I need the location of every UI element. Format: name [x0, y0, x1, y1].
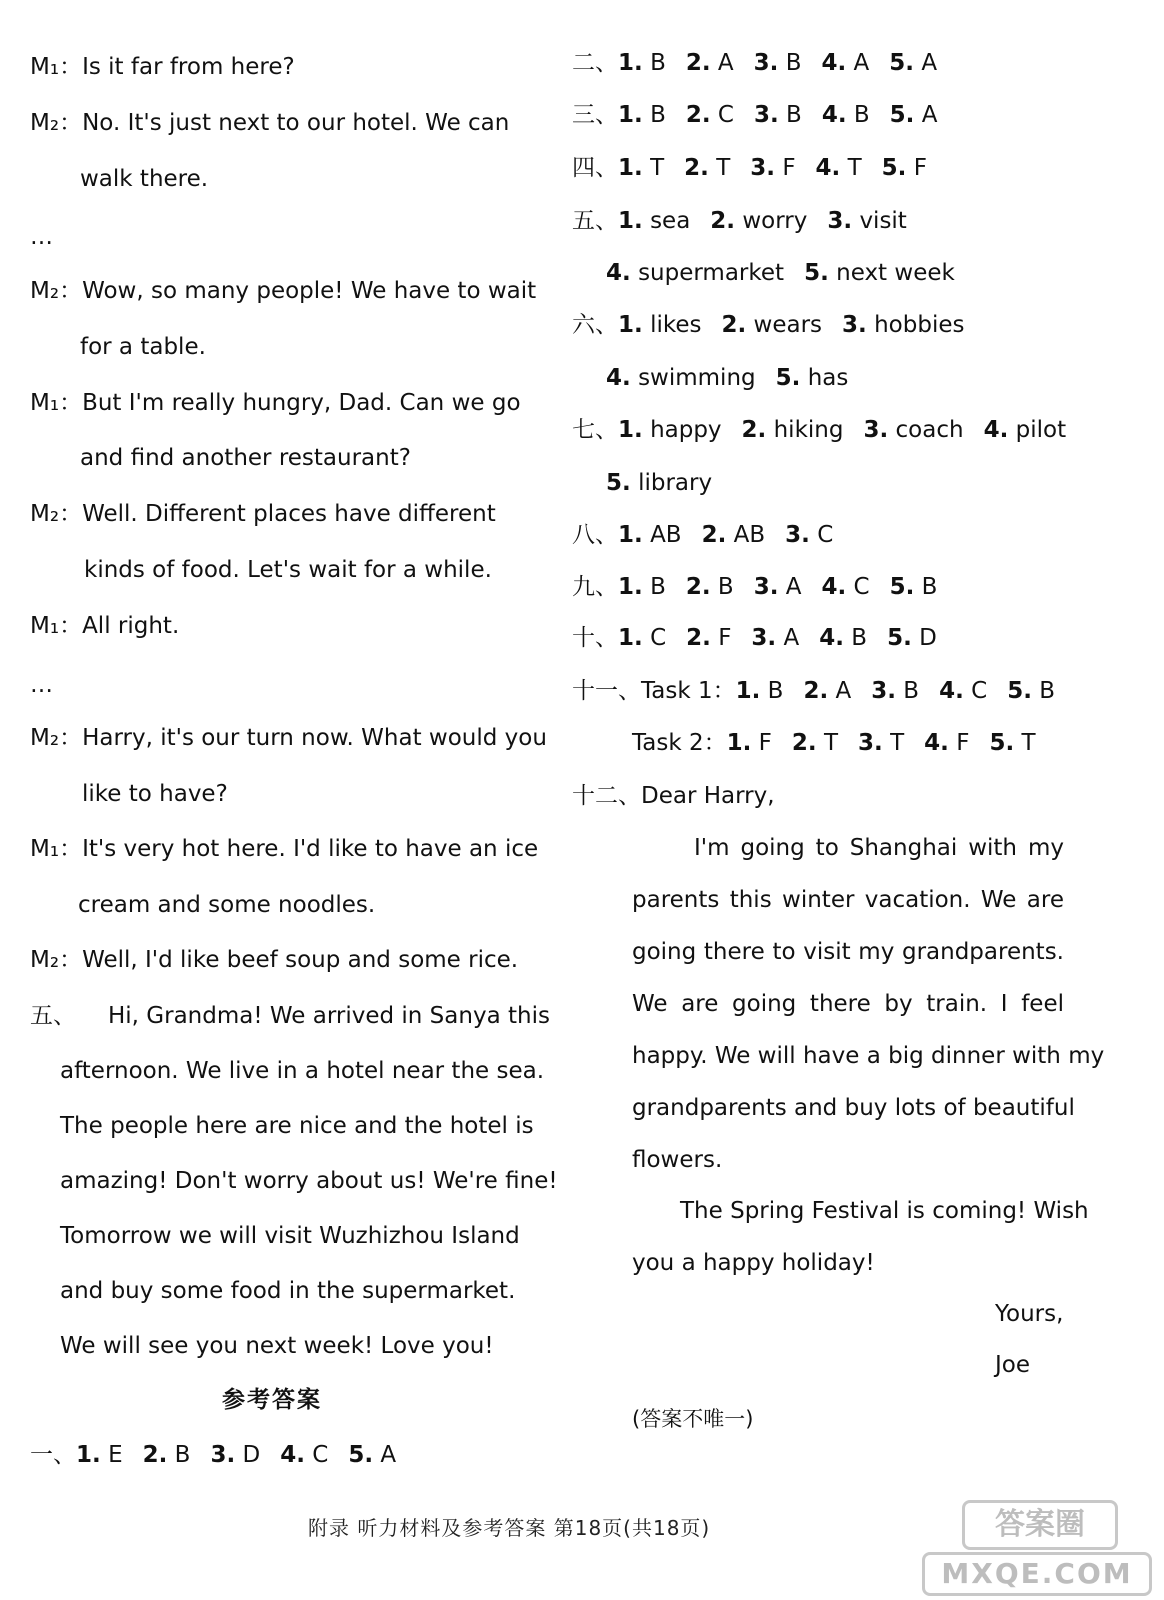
answer-row: 十、1. C 2. F 3. A 4. B 5. D: [572, 625, 937, 651]
answer-row: 5. library: [606, 470, 713, 496]
answer-row: 九、1. B 2. B 3. A 4. C 5. B: [572, 574, 938, 600]
answer-row: 六、1. likes 2. wears 3. hobbies: [572, 312, 965, 338]
letter-line: parents this winter vacation. We are: [632, 887, 1064, 913]
answer-row: 二、1. B 2. A 3. B 4. A 5. A: [572, 50, 938, 76]
answer-row-label: 七、: [572, 417, 618, 443]
dialogue-line: M₂：Well, I'd like beef soup and some rice.: [30, 947, 519, 973]
letter-line: happy. We will have a big dinner with my: [632, 1043, 1105, 1069]
watermark-logo: [922, 1500, 1152, 1595]
ellipsis: …: [30, 672, 53, 698]
answer-row-label: Task 2：: [632, 730, 727, 756]
passage-line: Tomorrow we will visit Wuzhizhou Island: [60, 1223, 520, 1249]
dialogue-line: M₂：No. It's just next to our hotel. We can: [30, 110, 510, 136]
speaker-label: M₁：: [30, 390, 83, 416]
speaker-label: M₁：: [30, 613, 83, 639]
answer-row: 一、1. E 2. B 3. D 4. C 5. A: [30, 1442, 397, 1468]
answer-row-label: 三、: [572, 102, 618, 128]
section-label: 五、: [30, 1003, 76, 1029]
watermark-bottom: MXQE.COM: [922, 1552, 1152, 1596]
letter-line: grandparents and buy lots of beautiful: [632, 1095, 1075, 1121]
speaker-label: M₂：: [30, 278, 83, 304]
answer-row: 四、1. T 2. T 3. F 4. T 5. F: [572, 155, 927, 181]
dialogue-line: M₂：Harry, it's our turn now. What would you: [30, 725, 547, 751]
dialogue-continuation: walk there.: [80, 166, 209, 192]
answer-row-label: 四、: [572, 155, 618, 181]
watermark-top: 答案圈: [962, 1500, 1118, 1550]
passage-line: and buy some food in the supermarket.: [60, 1278, 516, 1304]
answer-row-label: 十一、Task 1：: [572, 678, 736, 704]
dialogue-line: M₁：All right.: [30, 613, 180, 639]
page-footer: 附录 听力材料及参考答案 第18页(共18页): [308, 1516, 711, 1540]
answer-row: 三、1. B 2. C 3. B 4. B 5. A: [572, 102, 938, 128]
answer-row: 五、1. sea 2. worry 3. visit: [572, 208, 907, 234]
dialogue-continuation: cream and some noodles.: [78, 892, 376, 918]
passage-line: amazing! Don't worry about us! We're fine!: [60, 1168, 558, 1194]
answer-row: 4. swimming 5. has: [606, 365, 849, 391]
speaker-label: M₂：: [30, 110, 83, 136]
answer-row-label: 六、: [572, 312, 618, 338]
answer-heading: 参考答案: [222, 1387, 322, 1413]
speaker-label: M₁：: [30, 54, 83, 80]
answer-row: Task 2：1. F 2. T 3. T 4. F 5. T: [632, 730, 1036, 756]
speaker-label: M₂：: [30, 725, 83, 751]
dialogue-line: M₂：Wow, so many people! We have to wait: [30, 278, 537, 304]
letter-greeting: 十二、Dear Harry,: [572, 783, 775, 809]
dialogue-line: M₂：Well. Different places have different: [30, 501, 496, 527]
letter-line: The Spring Festival is coming! Wish: [680, 1198, 1089, 1224]
answer-row: 4. supermarket 5. next week: [606, 260, 955, 286]
answer-row: 七、1. happy 2. hiking 3. coach 4. pilot: [572, 417, 1067, 443]
letter-line: I'm going to Shanghai with my: [694, 835, 1064, 861]
passage-line: The people here are nice and the hotel is: [60, 1113, 534, 1139]
dialogue-continuation: for a table.: [80, 334, 206, 360]
passage-line: Hi, Grandma! We arrived in Sanya this: [108, 1003, 550, 1029]
dialogue-line: M₁：But I'm really hungry, Dad. Can we go: [30, 390, 521, 416]
answer-row: 十一、Task 1：1. B 2. A 3. B 4. C 5. B: [572, 678, 1056, 704]
letter-line: going there to visit my grandparents.: [632, 939, 1064, 965]
answer-row-label: 二、: [572, 50, 618, 76]
answer-row-label: 五、: [572, 208, 618, 234]
answer-row-label: 一、: [30, 1442, 76, 1468]
answer-row-label: 八、: [572, 522, 618, 548]
passage-line: We will see you next week! Love you!: [60, 1333, 494, 1359]
dialogue-continuation: kinds of food. Let's wait for a while.: [84, 557, 492, 583]
letter-closing: Yours,: [995, 1301, 1064, 1327]
letter-line: you a happy holiday!: [632, 1250, 875, 1276]
dialogue-continuation: like to have?: [82, 781, 228, 807]
letter-line: We are going there by train. I feel: [632, 991, 1064, 1017]
answer-row: 八、1. AB 2. AB 3. C: [572, 522, 834, 548]
dialogue-line: M₁：It's very hot here. I'd like to have an ice: [30, 836, 539, 862]
speaker-label: M₂：: [30, 501, 83, 527]
speaker-label: M₂：: [30, 947, 83, 973]
answer-note: (答案不唯一): [632, 1407, 754, 1431]
answer-row-label: 十二、: [572, 783, 641, 809]
answer-row-label: 十、: [572, 625, 618, 651]
letter-line: flowers.: [632, 1147, 723, 1173]
letter-signature: Joe: [995, 1352, 1031, 1378]
ellipsis: …: [30, 224, 53, 250]
speaker-label: M₁：: [30, 836, 83, 862]
dialogue-continuation: and find another restaurant?: [80, 445, 411, 471]
dialogue-line: M₁：Is it far from here?: [30, 54, 295, 80]
passage-line: afternoon. We live in a hotel near the sea.: [60, 1058, 545, 1084]
answer-row-label: 九、: [572, 574, 618, 600]
